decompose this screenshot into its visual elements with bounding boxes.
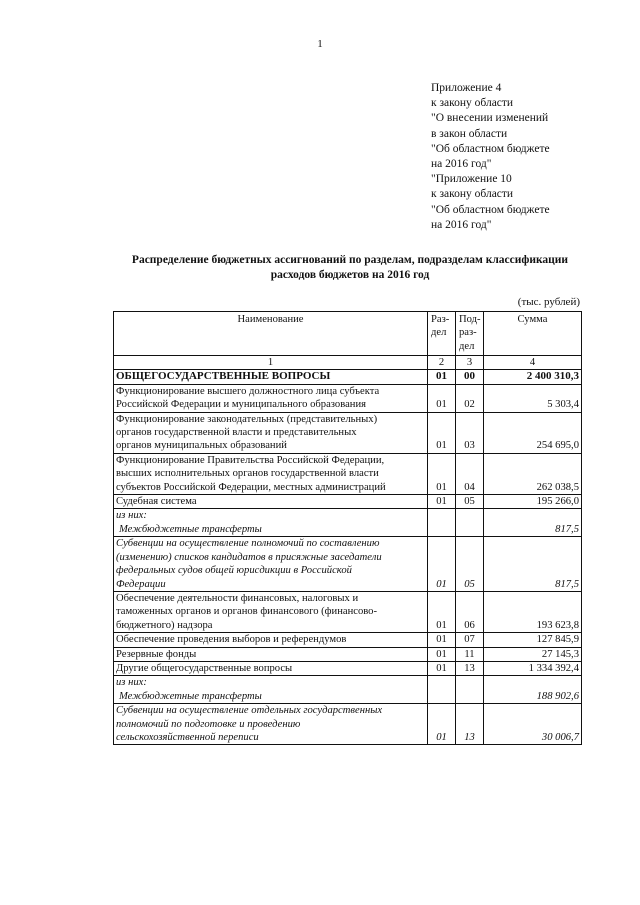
row-name-line: Федерации [116, 578, 166, 590]
appendix-line: Приложение 4 [431, 82, 502, 94]
row-name-line: Межбюджетные трансферты [119, 690, 262, 702]
table-row [114, 509, 582, 537]
row-sum: 254 695,0 [484, 412, 582, 453]
row-section: 01 [428, 384, 456, 412]
row-name [114, 633, 428, 647]
row-name-line: сельскохозяйственной переписи [116, 731, 259, 743]
row-name-line: Функционирование Правительства Российской Федерации, [116, 454, 385, 466]
header-sum: Сумма [484, 312, 582, 356]
row-name [114, 647, 428, 661]
row-name [114, 537, 428, 592]
row-name-line: Субвенции на осуществление полномочий по составлению [116, 538, 380, 550]
row-subsection: 13 [456, 704, 484, 745]
row-name [114, 495, 428, 509]
row-subsection [456, 676, 484, 704]
row-subsection: 04 [456, 453, 484, 494]
row-subsection: 07 [456, 633, 484, 647]
appendix-line: на 2016 год" [431, 218, 492, 231]
row-section: 01 [428, 647, 456, 661]
row-name-line: органов муниципальных образований [116, 440, 287, 452]
header-section-line: дел [431, 327, 447, 339]
row-section: 01 [428, 453, 456, 494]
header-subsection [456, 312, 484, 356]
row-name-line: Субвенции на осуществление отдельных государственных [116, 705, 383, 717]
table-header-row [114, 312, 582, 356]
row-sum: 30 006,7 [484, 704, 582, 745]
column-number: 1 [114, 356, 428, 370]
header-name: Наименование [114, 312, 428, 356]
row-section: 01 [428, 591, 456, 632]
column-number-row [114, 356, 582, 370]
row-sum: 817,5 [484, 509, 582, 537]
page-number: 1 [317, 38, 323, 50]
row-name-line: ОБЩЕГОСУДАРСТВЕННЫЕ ВОПРОСЫ [116, 370, 331, 383]
appendix-line: к закону области [431, 188, 514, 201]
table-row [114, 495, 582, 509]
row-name-line: из них: [116, 677, 147, 689]
table-row [114, 453, 582, 494]
title-line: расходов бюджетов на 2016 год [270, 269, 430, 281]
row-subsection: 06 [456, 591, 484, 632]
row-section: 01 [428, 704, 456, 745]
appendix-line: на 2016 год" [431, 158, 492, 171]
header-subsection-line: раз- [459, 327, 477, 339]
row-name-line: высших исполнительных органов государственной власти [116, 468, 379, 480]
table-row [114, 412, 582, 453]
row-name [114, 384, 428, 412]
row-subsection: 00 [456, 370, 484, 384]
row-subsection: 02 [456, 384, 484, 412]
table-row [114, 661, 582, 675]
row-subsection [456, 509, 484, 537]
header-subsection-line: дел [459, 340, 475, 352]
row-name-line: Российской Федерации и муниципального образования [116, 399, 366, 411]
appendix-line: "Приложение 10 [431, 173, 512, 186]
appendix-line: к закону области [431, 97, 514, 110]
row-name-line: Резервные фонды [116, 648, 197, 660]
appendix-line: "Об областном бюджете [431, 203, 550, 216]
document-title [100, 253, 600, 283]
row-section [428, 509, 456, 537]
row-name-line: (изменению) списков кандидатов в присяжные заседатели [116, 551, 382, 563]
row-sum: 195 266,0 [484, 495, 582, 509]
row-name-line: Функционирование законодательных (представительных) [116, 413, 378, 425]
table-row [114, 384, 582, 412]
table-row [114, 537, 582, 592]
row-section: 01 [428, 495, 456, 509]
appendix-reference [431, 81, 621, 233]
row-name-line: из них: [116, 510, 147, 522]
row-section: 01 [428, 633, 456, 647]
table-row [114, 647, 582, 661]
row-name-line: субъектов Российской Федерации, местных администраций [116, 481, 386, 493]
row-sum: 817,5 [484, 537, 582, 592]
row-name [114, 704, 428, 745]
row-section: 01 [428, 412, 456, 453]
row-sum: 1 334 392,4 [484, 661, 582, 675]
row-sum: 193 623,8 [484, 591, 582, 632]
row-name-line: Обеспечение деятельности финансовых, налоговых и [116, 592, 359, 604]
appendix-line: в закон области [431, 127, 508, 140]
row-name-line: бюджетного) надзора [116, 619, 213, 631]
header-section-line: Раз- [431, 314, 450, 325]
row-name-line: Другие общегосударственные вопросы [116, 662, 293, 674]
budget-table [113, 311, 582, 745]
row-name [114, 676, 428, 704]
row-name-line: полномочий по подготовке и проведению [116, 718, 301, 730]
row-subsection: 03 [456, 412, 484, 453]
row-sum: 188 902,6 [484, 676, 582, 704]
row-subsection: 13 [456, 661, 484, 675]
table-row [114, 591, 582, 632]
row-section: 01 [428, 537, 456, 592]
title-line: Распределение бюджетных ассигнований по разделам, подразделам классификации [131, 254, 569, 266]
row-sum: 27 145,3 [484, 647, 582, 661]
row-name [114, 509, 428, 537]
header-subsection-line: Под- [459, 314, 481, 325]
appendix-line: "О внесении изменений [431, 112, 549, 125]
row-subsection: 05 [456, 537, 484, 592]
row-name [114, 591, 428, 632]
row-name [114, 370, 428, 384]
row-name-line: Судебная система [116, 496, 197, 508]
column-number: 2 [428, 356, 456, 370]
row-name-line: органов государственной власти и представительных [116, 427, 357, 439]
row-section: 01 [428, 370, 456, 384]
row-name [114, 453, 428, 494]
row-subsection: 05 [456, 495, 484, 509]
row-section [428, 676, 456, 704]
row-sum: 127 845,9 [484, 633, 582, 647]
row-name [114, 661, 428, 675]
row-sum: 5 303,4 [484, 384, 582, 412]
table-row [114, 676, 582, 704]
appendix-line: "Об областном бюджете [431, 142, 550, 155]
table-row [114, 633, 582, 647]
table-row [114, 704, 582, 745]
row-name-line: Межбюджетные трансферты [119, 523, 262, 535]
column-number: 4 [484, 356, 582, 370]
row-sum: 2 400 310,3 [484, 370, 582, 384]
unit-note: (тыс. рублей) [517, 296, 580, 308]
table-row [114, 370, 582, 384]
row-name [114, 412, 428, 453]
row-name-line: федеральных судов общей юрисдикции в Российской [116, 565, 352, 577]
header-section [428, 312, 456, 356]
row-subsection: 11 [456, 647, 484, 661]
row-name-line: Обеспечение проведения выборов и референдумов [116, 634, 347, 646]
row-sum: 262 038,5 [484, 453, 582, 494]
column-number: 3 [456, 356, 484, 370]
row-name-line: таможенных органов и органов финансового (финансово- [116, 606, 377, 618]
row-section: 01 [428, 661, 456, 675]
row-name-line: Функционирование высшего должностного лица субъекта [116, 385, 380, 397]
